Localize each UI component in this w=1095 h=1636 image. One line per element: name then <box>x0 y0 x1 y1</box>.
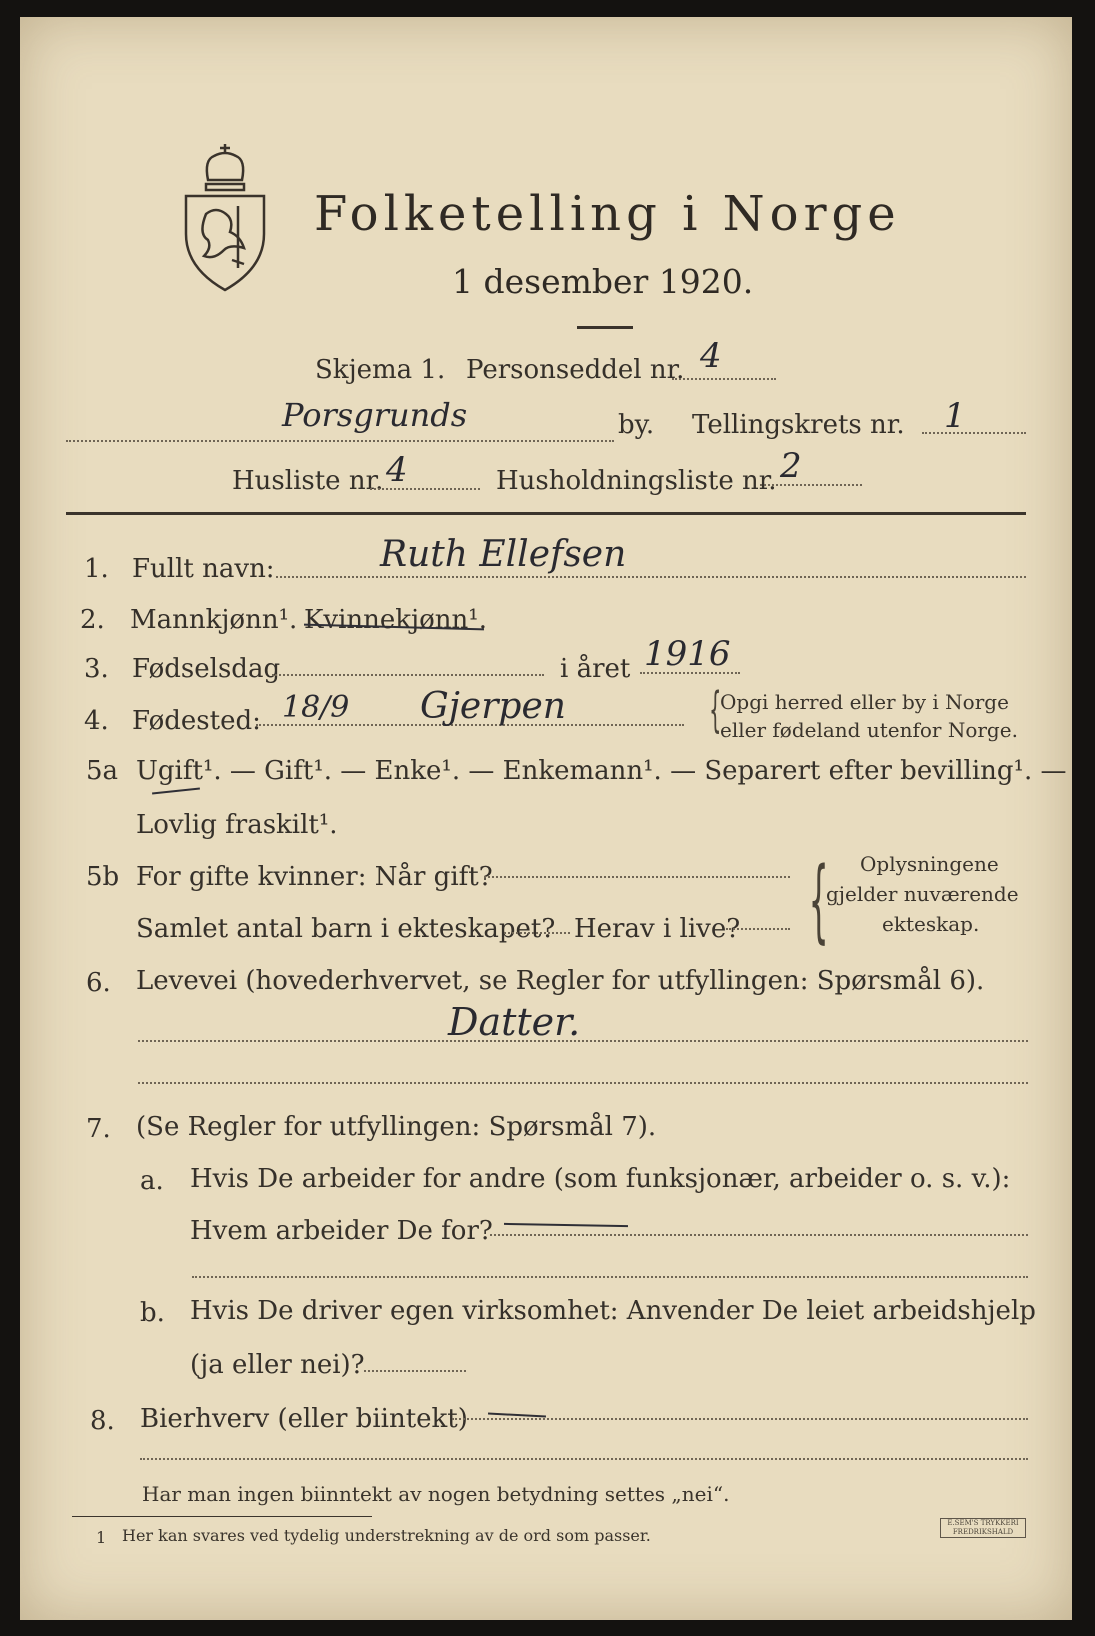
q7a-employer-label: Hvem arbeider De for? <box>190 1216 493 1246</box>
q7b-letter: b. <box>140 1298 165 1328</box>
q5b-note-brace: { <box>808 848 829 953</box>
q3-label: Fødselsdag <box>132 654 281 684</box>
footnote-text: Her kan svares ved tydelig understrekning av de ord som passer. <box>122 1526 651 1545</box>
q4-note-brace: { <box>709 682 722 738</box>
q5b-children-label: Samlet antal barn i ekteskapet? <box>136 914 556 944</box>
q5b-number: 5b <box>86 862 120 892</box>
q3-number: 3. <box>84 654 109 684</box>
city-value[interactable]: Porsgrunds <box>282 396 468 434</box>
printer-stamp: E.SEM'S TRYKKERI FREDRIKSHALD <box>940 1518 1026 1538</box>
alive-line <box>726 928 790 930</box>
census-date: 1 desember 1920. <box>452 262 754 301</box>
husholdningsliste-value[interactable]: 2 <box>780 446 802 486</box>
occupation-line <box>138 1040 1028 1042</box>
hire-line <box>364 1370 466 1372</box>
q5b-alive-label: Herav i live? <box>574 914 741 944</box>
husliste-label: Husliste nr. <box>232 466 384 496</box>
q7a-letter: a. <box>140 1166 164 1196</box>
q7a-text: Hvis De arbeider for andre (som funksjonær, arbeider o. s. v.): <box>190 1164 1011 1194</box>
marital-status-divorced[interactable]: Lovlig fraskilt¹. <box>136 810 338 840</box>
birthplace-value[interactable]: Gjerpen <box>420 686 566 727</box>
husholdningsliste-label: Husholdningsliste nr. <box>496 466 777 496</box>
husholdningsliste-line <box>760 484 862 486</box>
header-divider <box>577 326 633 329</box>
tellingskrets-line <box>922 432 1026 434</box>
form-title: Folketelling i Norge <box>314 186 901 242</box>
q5a-number: 5a <box>86 756 119 786</box>
personseddel-value[interactable]: 4 <box>700 336 722 376</box>
gender-female[interactable]: Kvinnekjønn¹. <box>304 605 487 635</box>
marital-status-options[interactable]: Ugift¹. — Gift¹. — Enke¹. — Enkemann¹. — Separert efter bevilling¹. — <box>136 756 1067 786</box>
husliste-value[interactable]: 4 <box>386 450 408 490</box>
q8-label: Bierhverv (eller biintekt) <box>140 1404 468 1434</box>
full-name-value[interactable]: Ruth Ellefsen <box>380 534 627 575</box>
q8-number: 8. <box>90 1406 115 1436</box>
q4-label: Fødested: <box>132 706 261 736</box>
q5b-married-label: For gifte kvinner: Når gift? <box>136 862 493 892</box>
footnote-number: 1 <box>96 1528 107 1547</box>
q5b-note-line2: gjelder nuværende <box>826 882 1019 906</box>
q1-line <box>276 576 1026 578</box>
q4-note-line1: Opgi herred eller by i Norge <box>720 690 1009 714</box>
q7-number: 7. <box>86 1114 111 1144</box>
q1-number: 1. <box>84 554 109 584</box>
q4-note-line2: eller fødeland utenfor Norge. <box>720 718 1018 742</box>
employer-line <box>490 1234 1028 1236</box>
side-income-note: Har man ingen biinntekt av nogen betydning settes „nei“. <box>142 1482 730 1506</box>
q7b-hire-label: (ja eller nei)? <box>190 1350 365 1380</box>
footnote-rule <box>72 1516 372 1517</box>
by-label: by. <box>618 410 655 440</box>
q5b-note-line3: ekteskap. <box>882 912 980 936</box>
personseddel-line <box>672 378 776 380</box>
personseddel-label: Personseddel nr. <box>466 355 685 385</box>
tellingskrets-label: Tellingskrets nr. <box>692 410 905 440</box>
schema-label: Skjema 1. <box>315 355 446 385</box>
side-income-line-2 <box>140 1458 1028 1460</box>
q7-label: (Se Regler for utfyllingen: Spørsmål 7). <box>136 1112 657 1142</box>
q4-number: 4. <box>84 706 109 736</box>
tellingskrets-value[interactable]: 1 <box>944 396 966 436</box>
birthday-line <box>272 674 544 676</box>
gender-male[interactable]: Mannkjønn¹. <box>130 605 298 635</box>
side-income-line <box>452 1418 1028 1420</box>
married-date-line <box>484 876 790 878</box>
year-label: i året <box>560 654 631 684</box>
q1-label: Fullt navn: <box>132 554 275 584</box>
q5b-note-line1: Oplysningene <box>860 852 999 876</box>
city-line <box>66 440 614 442</box>
employer-line-2 <box>192 1276 1028 1278</box>
section-divider <box>66 512 1026 515</box>
occupation-value[interactable]: Datter. <box>448 1000 581 1044</box>
children-line <box>504 932 570 934</box>
norwegian-coat-of-arms-icon <box>180 140 270 298</box>
q2-number: 2. <box>80 605 105 635</box>
birth-day-value[interactable]: 18/9 <box>282 690 350 725</box>
q6-number: 6. <box>86 968 111 998</box>
birth-year-value[interactable]: 1916 <box>644 634 731 674</box>
occupation-line-2 <box>138 1082 1028 1084</box>
q7b-text: Hvis De driver egen virksomhet: Anvender De leiet arbeidshjelp <box>190 1296 1036 1326</box>
q6-label: Levevei (hovederhvervet, se Regler for utfyllingen: Spørsmål 6). <box>136 966 985 996</box>
